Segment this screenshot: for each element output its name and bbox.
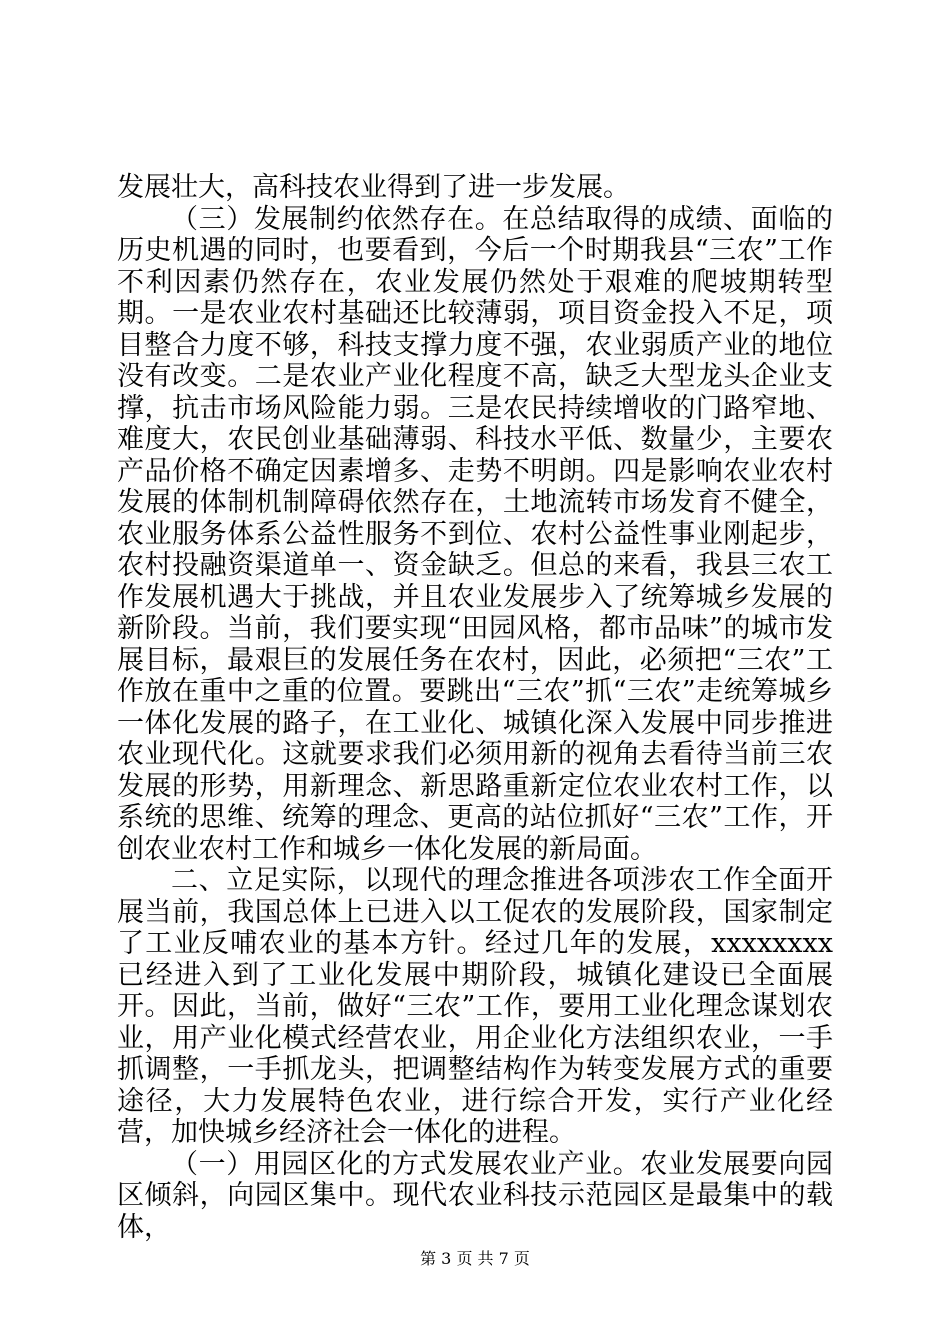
paragraph-park-development: （一）用园区化的方式发展农业产业。农业发展要向园区倾斜，向园区集中。现代农业科技示范园区是最集中的载体， — [117, 1148, 833, 1243]
paragraph-section-two: 二、立足实际，以现代的理念推进各项涉农工作全面开展当前，我国总体上已进入以工促农的发展阶段，国家制定了工业反哺农业的基本方针。经过几年的发展，xxxxxxxx 已经进入到了工业化发展中期阶段，城镇化建设已全面展开。因此，当前，做好“三农”工作，要用工业化理念谋划农业，用产业化模式经营农业，用企业化方法组织农业，一手抓调整，一手抓龙头，把调整结构作为转变发展方式的重要途径，大力发展特色农业，进行综合开发，实行产业化经营，加快城乡经济社会一体化的进程。 — [117, 865, 833, 1148]
document-body — [117, 172, 833, 1243]
paragraph-development-constraints: （三）发展制约依然存在。在总结取得的成绩、面临的历史机遇的同时，也要看到，今后一个时期我县“三农”工作不利因素仍然存在，农业发展仍然处于艰难的爬坡期转型期。一是农业农村基础还比较薄弱，项目资金投入不足，项目整合力度不够，科技支撑力度不强，农业弱质产业的地位没有改变。二是农业产业化程度不高，缺乏大型龙头企业支撑，抗击市场风险能力弱。三是农民持续增收的门路窄地、难度大，农民创业基础薄弱、科技水平低、数量少，主要农产品价格不确定因素增多、走势不明朗。四是影响农业农村发展的体制机制障碍依然存在，土地流转市场发育不健全，农业服务体系公益性服务不到位、农村公益性事业刚起步，农村投融资渠道单一、资金缺乏。但总的来看，我县三农工作发展机遇大于挑战，并且农业发展步入了统筹城乡发展的新阶段。当前，我们要实现“田园风格，都市品味”的城市发展目标，最艰巨的发展任务在农村，因此，必须把“三农”工作放在重中之重的位置。要跳出“三农”抓“三农”走统筹城乡一体化发展的路子，在工业化、城镇化深入发展中同步推进农业现代化。这就要求我们必须用新的视角去看待当前三农发展的形势，用新理念、新思路重新定位农业农村工作，以系统的思维、统筹的理念、更高的站位抓好“三农”工作，开创农业农村工作和城乡一体化发展的新局面。 — [117, 203, 833, 865]
page-footer: 第 3 页 共 7 页 — [420, 1249, 530, 1268]
paragraph-continuation: 发展壮大，高科技农业得到了进一步发展。 — [117, 172, 630, 203]
